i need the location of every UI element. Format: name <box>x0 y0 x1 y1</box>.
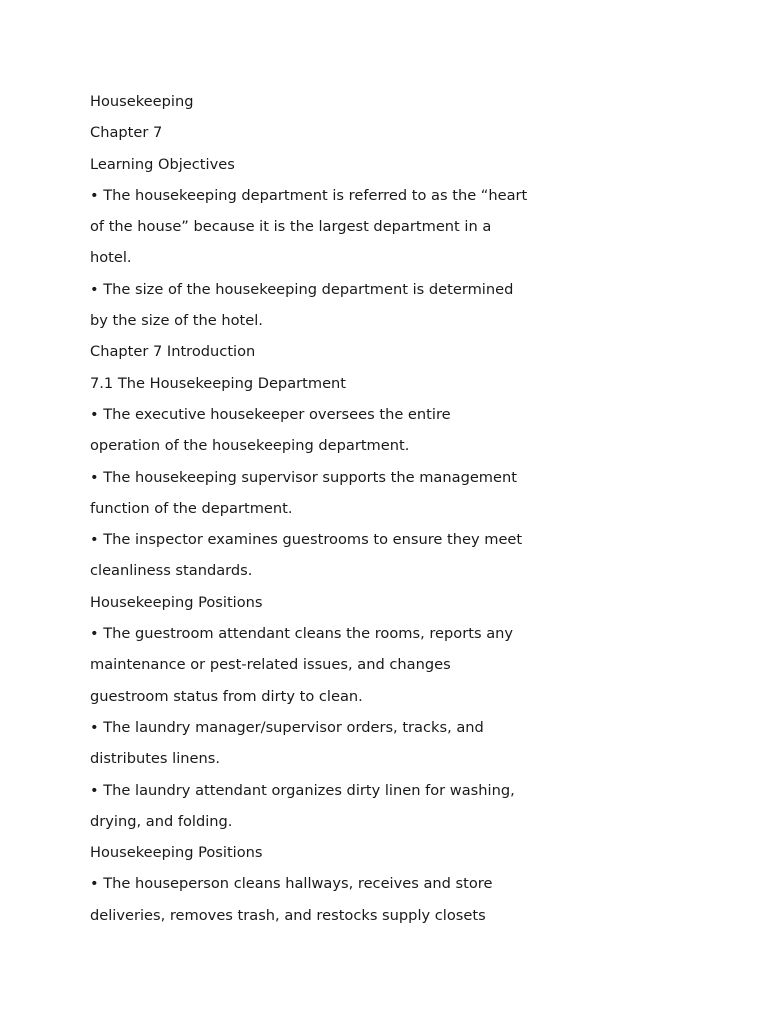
bullet-text-line: deliveries, removes trash, and restocks supply closets <box>90 906 486 924</box>
bullet-text-line: • The guestroom attendant cleans the rooms, reports any <box>90 625 514 643</box>
document-title: Housekeeping <box>90 93 194 110</box>
bullet-text-line: • The laundry manager/supervisor orders, tracks, and <box>90 718 484 736</box>
bullet-text-line: function of the department. <box>90 499 293 517</box>
bullet-text-line: • The laundry attendant organizes dirty linen for washing, <box>90 781 515 799</box>
bullet-text-line: • The housekeeping supervisor supports the management <box>90 468 517 486</box>
bullet-text-line: guestroom status from dirty to clean. <box>90 687 363 705</box>
chapter-label: Chapter 7 <box>90 124 163 142</box>
bullet-text-line: • The housekeeping department is referred to as the “heart <box>90 186 528 204</box>
bullet-text-line: hotel. <box>90 249 132 267</box>
section-heading: Chapter 7 Introduction <box>90 343 256 361</box>
bullet-text-line: of the house” because it is the largest department in a <box>90 218 492 236</box>
bullet-text-line: • The houseperson cleans hallways, receives and store <box>90 875 493 893</box>
bullet-text-line: operation of the housekeeping department. <box>90 437 410 455</box>
bullet-text-line: maintenance or pest-related issues, and changes <box>90 656 451 674</box>
bullet-text-line: cleanliness standards. <box>90 562 253 580</box>
bullet-text-line: distributes linens. <box>90 750 220 768</box>
section-heading: Housekeeping Positions <box>90 844 263 862</box>
section-heading: 7.1 The Housekeeping Department <box>90 374 347 392</box>
bullet-text-line: • The executive housekeeper oversees the entire <box>90 405 451 423</box>
bullet-text-line: • The inspector examines guestrooms to ensure they meet <box>90 531 523 549</box>
bullet-text-line: drying, and folding. <box>90 812 233 830</box>
section-heading: Learning Objectives <box>90 155 235 173</box>
bullet-text-line: • The size of the housekeeping department is determined <box>90 280 514 298</box>
section-heading: Housekeeping Positions <box>90 593 263 611</box>
bullet-text-line: by the size of the hotel. <box>90 312 263 330</box>
document-page <box>90 86 560 931</box>
